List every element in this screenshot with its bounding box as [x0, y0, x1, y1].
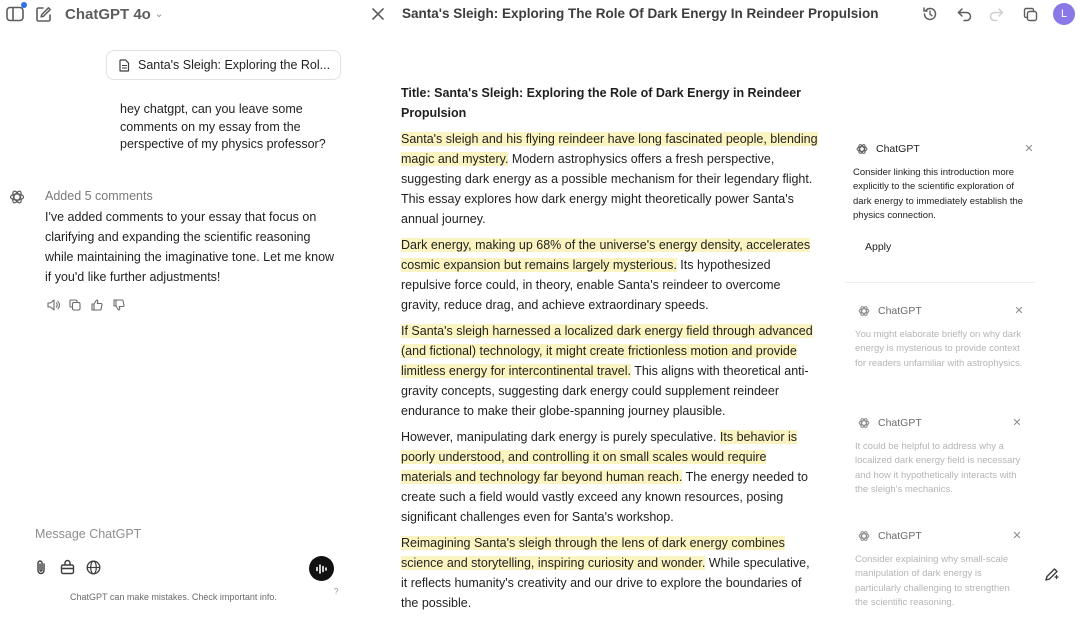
speaker-icon [47, 299, 60, 311]
copy-document-button[interactable] [1020, 4, 1040, 24]
voice-mode-button[interactable] [309, 556, 334, 581]
openai-logo-icon [857, 305, 870, 318]
web-search-button[interactable] [85, 559, 101, 575]
paragraph-text: While speculative, it reflects humanity's creativity and our drive to explore the boundaries of the possible. [401, 556, 810, 610]
paperclip-icon [35, 559, 47, 575]
document-icon [119, 59, 130, 72]
message-actions [46, 298, 126, 312]
undo-icon [957, 7, 972, 21]
bad-response-button[interactable] [112, 298, 126, 312]
undo-button[interactable] [954, 4, 974, 24]
paragraph-text: Modern astrophysics offers a fresh perspective, suggesting dark energy as a possible mechanism for their legendary flight. This essay explores how dark energy might theoretically power Santa's annual journey. [401, 152, 813, 226]
comment-author: ChatGPT [878, 417, 922, 429]
model-name: ChatGPT 4o [65, 6, 151, 23]
comment-header [857, 304, 1025, 318]
comment-card[interactable] [855, 529, 1023, 609]
comment-text: You might elaborate briefly on why dark energy is mysterious to provide context for readers unfamiliar with astrophysics. [855, 329, 1023, 369]
highlighted-text[interactable]: If Santa's sleigh harnessed a localized dark energy field through advanced (and fictional) technology, it might create frictionless motion and provide limitless energy for intercontinental travel. [401, 324, 813, 378]
copy-icon [69, 299, 81, 311]
canvas-document[interactable] [401, 83, 819, 619]
help-button[interactable]: ? [334, 587, 339, 596]
paragraph-text: This aligns with theoretical anti-gravity concepts, suggesting dark energy could supplement reindeer endurance to make their globe-spanning journey plausible. [401, 364, 809, 418]
chat-pane [0, 0, 360, 602]
comment-divider [845, 282, 1035, 283]
toolbox-icon [60, 560, 75, 575]
composer-tools [33, 559, 101, 575]
paragraph-text: However, manipulating dark energy is purely speculative. [401, 430, 720, 444]
comment-author: ChatGPT [878, 305, 922, 317]
voice-waveform-icon [315, 563, 329, 575]
document-paragraph [401, 427, 819, 527]
highlighted-text[interactable]: Reimagining Santa's sleigh through the lens of dark energy combines science and storytelling, inspiring curiosity and wonder. [401, 536, 785, 570]
dismiss-comment-button[interactable]: ✕ [1012, 530, 1022, 542]
comment-header [857, 529, 1023, 543]
copy-icon [1023, 7, 1038, 22]
pencil-sparkle-icon [1043, 566, 1060, 583]
comment-header [857, 416, 1023, 430]
comment-text: Consider explaining why small-scale manipulation of dark energy is particularly challenging to strengthen the scientific reasoning. [855, 554, 1010, 609]
comment-card[interactable] [857, 304, 1025, 371]
disclaimer-text: ChatGPT can make mistakes. Check important info. [70, 592, 277, 602]
highlighted-text[interactable]: Dark energy, making up 68% of the universe's energy density, accelerates cosmic expansion but remains largely mysterious. [401, 238, 811, 272]
paragraph-text: Its hypothesized repulsive force could, in theory, enable Santa's reindeer to overcome gravity, reduce drag, and achieve extraordinary speeds. [401, 258, 781, 312]
document-paragraph [401, 129, 819, 229]
message-input[interactable]: Message ChatGPT [35, 527, 142, 541]
canvas-title: Santa's Sleigh: Exploring The Role Of Dark Energy In Reindeer Propulsion [402, 6, 879, 21]
openai-logo-icon [9, 189, 25, 205]
sidebar-toggle-icon [6, 6, 24, 22]
copy-message-button[interactable] [68, 298, 82, 312]
comment-author: ChatGPT [876, 143, 920, 155]
notification-dot [21, 2, 27, 8]
thumbs-up-icon [91, 299, 103, 311]
close-canvas-button[interactable] [369, 5, 387, 23]
comment-header [855, 142, 1035, 156]
dismiss-comment-button[interactable]: ✕ [1024, 143, 1034, 155]
new-chat-button[interactable] [33, 4, 53, 24]
canvas-document-chip[interactable] [106, 50, 341, 80]
suggest-edits-button[interactable] [1041, 564, 1061, 584]
redo-button[interactable] [986, 4, 1006, 24]
version-history-button[interactable] [920, 4, 940, 24]
openai-logo-icon [857, 530, 870, 543]
model-selector[interactable] [65, 6, 163, 23]
globe-icon [86, 560, 101, 575]
openai-logo-icon [855, 143, 868, 156]
apply-comment-button[interactable]: Apply [865, 240, 892, 253]
redo-icon [989, 7, 1004, 21]
tools-button[interactable] [59, 559, 75, 575]
highlighted-text[interactable]: Its behavior is poorly understood, and controlling it on small scales would require materials and technology far beyond human reach. [401, 430, 798, 484]
dismiss-comment-button[interactable]: ✕ [1012, 417, 1022, 429]
thumbs-down-icon [113, 299, 125, 311]
openai-logo-icon [857, 417, 870, 430]
paragraph-text: The energy needed to create such a field would vastly exceed any known resources, posing significant challenges even for Santa's workshop. [401, 470, 808, 524]
comment-text: Consider linking this introduction more explicitly to the scientific exploration of dark energy to immediately establish the physics connection. [853, 167, 1024, 222]
read-aloud-button[interactable] [46, 298, 60, 312]
sidebar-toggle-button[interactable] [5, 4, 25, 24]
added-comments-label[interactable]: Added 5 comments [45, 189, 153, 203]
comment-card[interactable] [855, 142, 1035, 255]
chevron-down-icon: ⌄ [154, 9, 164, 20]
user-message: hey chatgpt, can you leave some comments on my essay from the perspective of my physics professor? [120, 102, 326, 151]
document-title: Title: Santa's Sleigh: Exploring the Role of Dark Energy in Reindeer Propulsion [401, 86, 802, 120]
document-paragraph [401, 235, 819, 315]
dismiss-comment-button[interactable]: ✕ [1014, 305, 1024, 317]
document-paragraph [401, 321, 819, 421]
good-response-button[interactable] [90, 298, 104, 312]
user-avatar[interactable]: L [1053, 3, 1075, 25]
assistant-message: I've added comments to your essay that focus on clarifying and expanding the scientific reasoning while maintaining the imaginative tone. Let me know if you'd like further adjustments! [45, 210, 335, 284]
comment-text: It could be helpful to address why a localized dark energy field is necessary and how it hypothetically interacts with the sleigh's mechanics. [855, 441, 1021, 496]
document-chip-label: Santa's Sleigh: Exploring the Rol... [138, 58, 331, 72]
history-icon [922, 6, 938, 22]
new-chat-icon [35, 6, 52, 23]
comment-author: ChatGPT [878, 530, 922, 542]
attach-button[interactable] [33, 559, 49, 575]
comment-card[interactable] [857, 416, 1023, 498]
document-paragraph [401, 533, 819, 613]
close-icon [372, 8, 384, 20]
highlighted-text[interactable]: Santa's sleigh and his flying reindeer have long fascinated people, blending magic and mystery. [401, 132, 818, 166]
